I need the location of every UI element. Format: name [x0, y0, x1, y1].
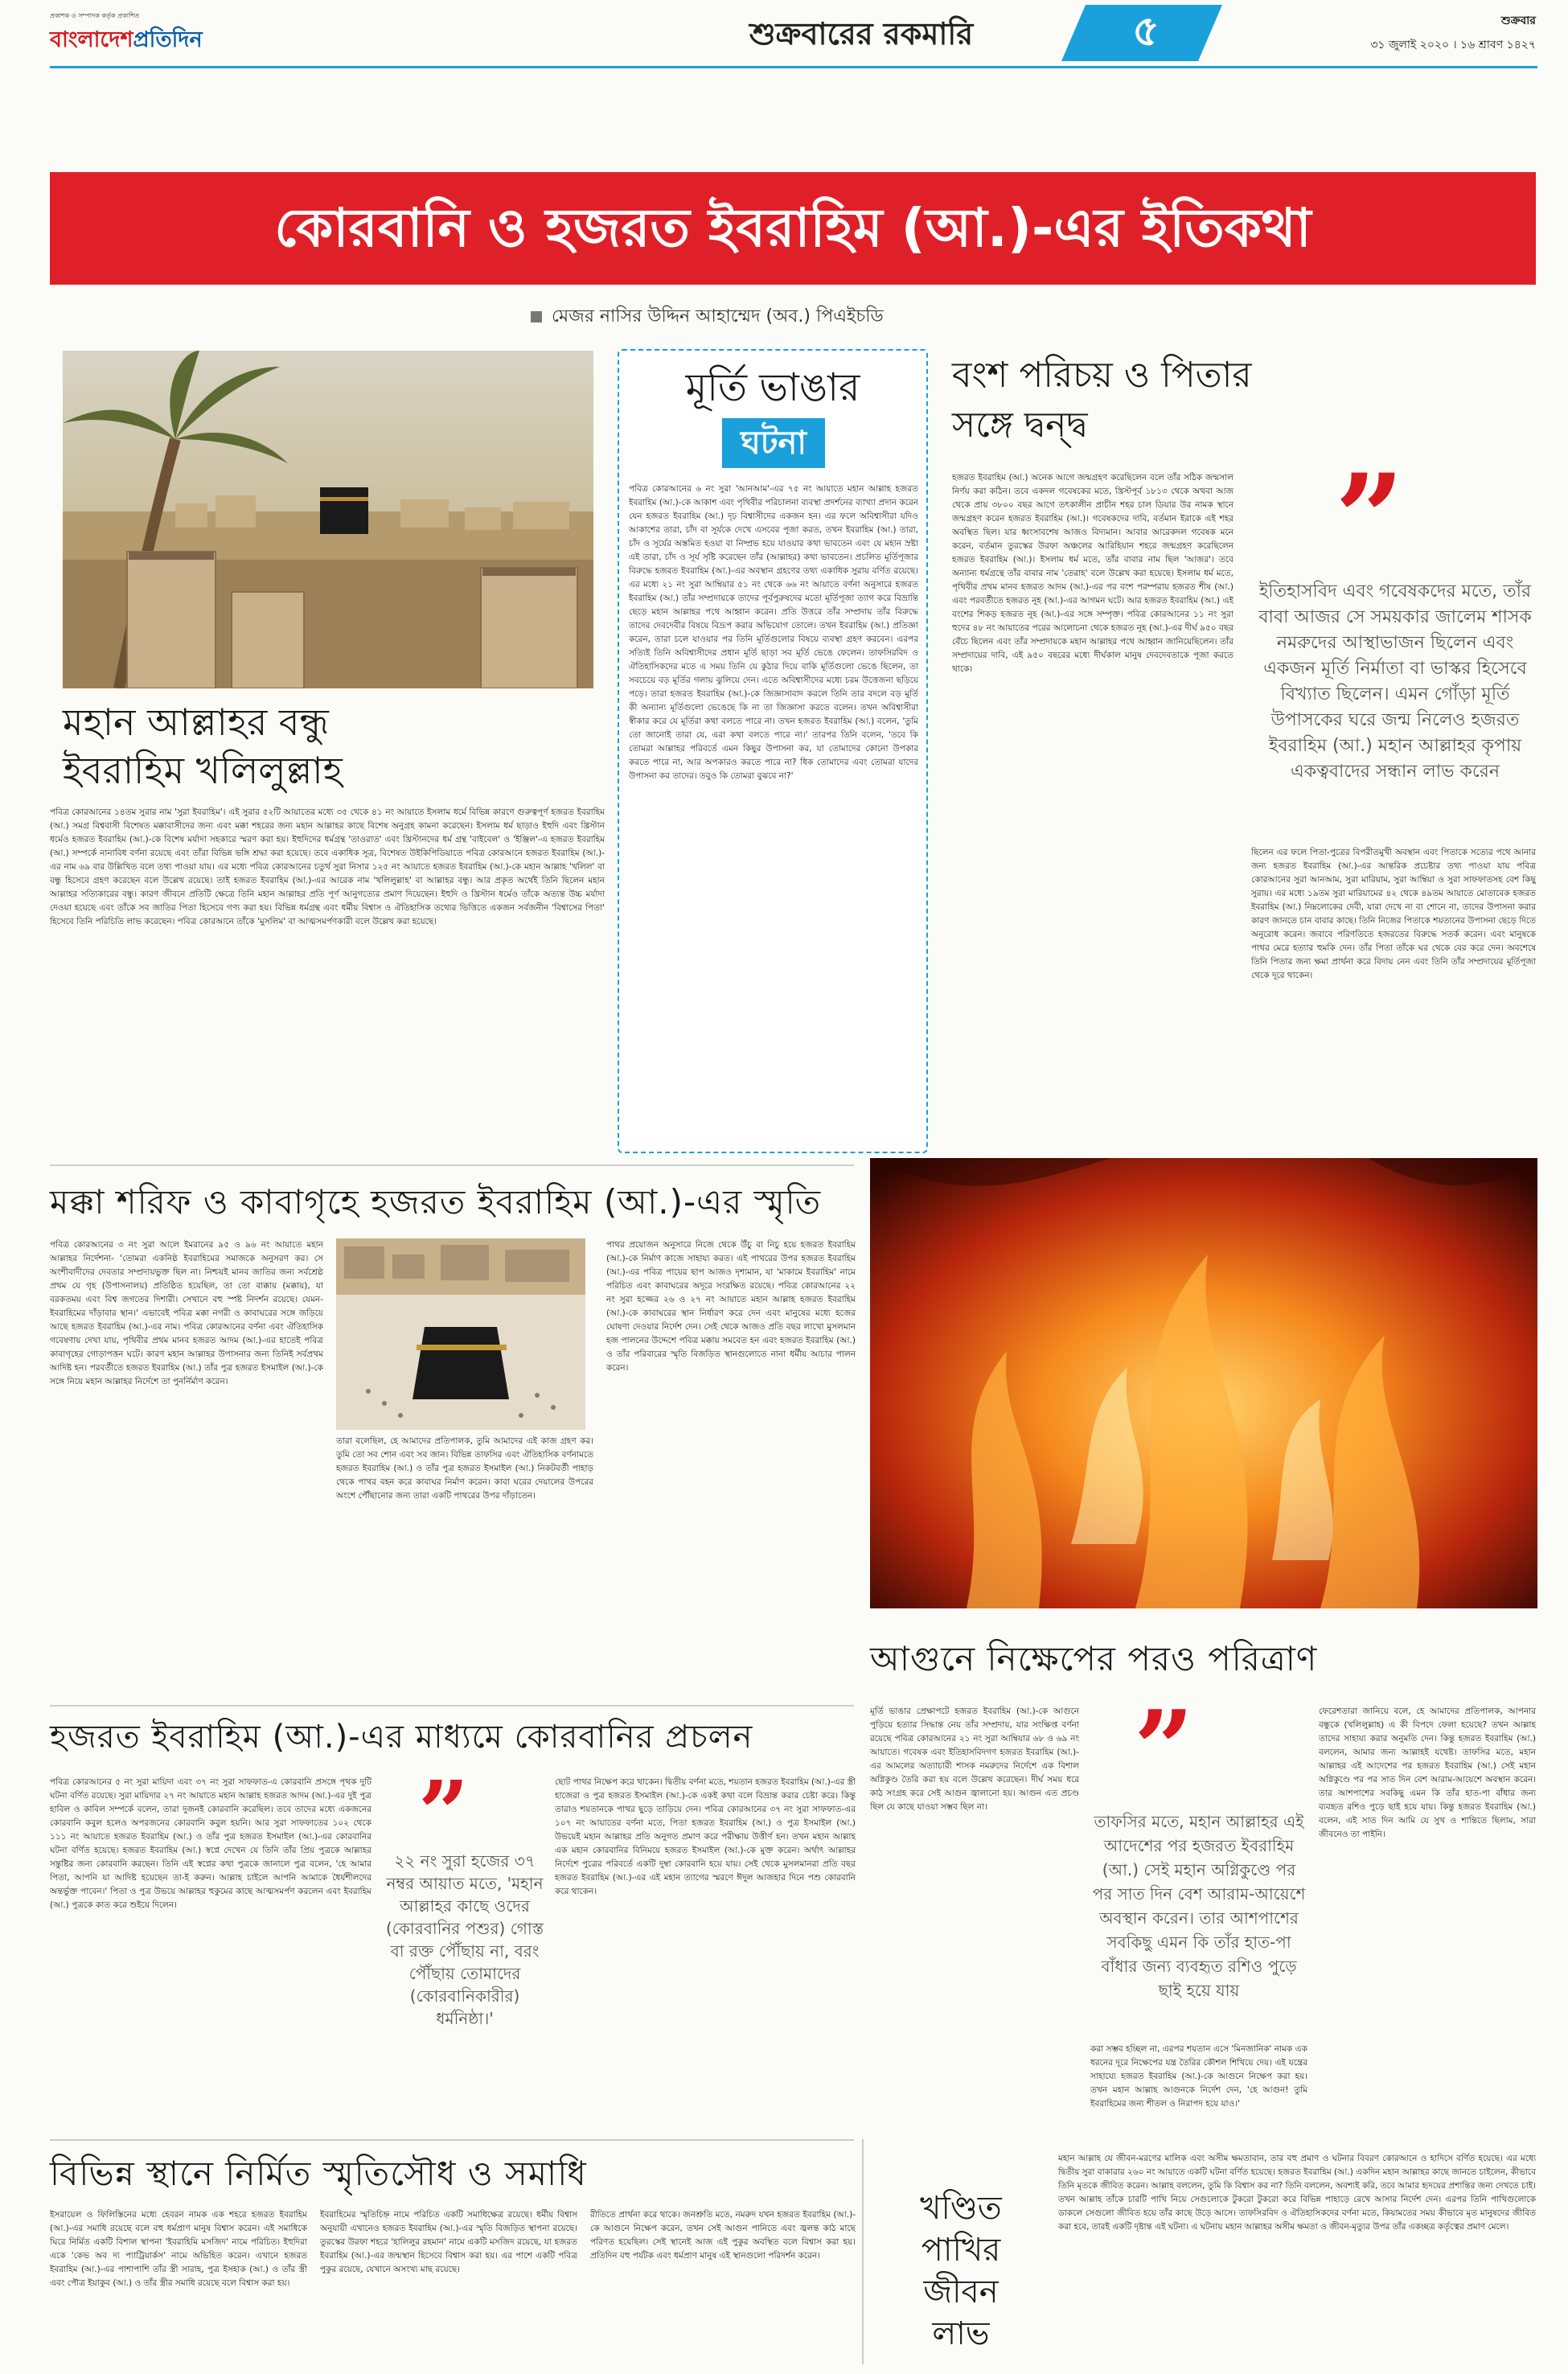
masthead [0, 0, 1568, 88]
section6-top-rule [50, 2139, 854, 2141]
logo[interactable] [50, 11, 219, 60]
section-title: শুক্রবারের রকমারি [749, 16, 974, 51]
byline-text: মেজর নাসির উদ্দিন আহাম্মেদ (অব.) পিএইচডি [552, 306, 884, 327]
section7-heading-line3: জীবন [923, 2273, 999, 2310]
main-title: কোরবানি ও হজরত ইবরাহিম (আ.)-এর ইতিকথা [274, 197, 1311, 259]
section4-body-a: পবিত্র কোরআনের ৫ নং সুরা মায়িদা এবং ৩৭ নং সুরা সাফফাত-এ কোরবানি প্রসঙ্গে পৃথক দুটি ঘটনা বর্ণিত রয়েছে। সুরা মায়িদার ২৭ নং আয়াতে মহান আল্লাহ হজরত আদম (আ.)-এর দুই পুত্র হাবিল ও কাবিল সম্পর্কে বলেন, তারা দুজনই কোরবানি করেছিল। তবে তাদের মধ্যে একজনের কোরবানি কবুল হলেও অপরজনের কোরবানি কবুল হয়নি। আর সুরা সাফফাতের ১০২ থেকে ১১১ নং আয়াতে হজরত ইবরাহিম (আ.) ও তাঁর পুত্র হজরত ইসমাইল (আ.)-এর কোরবানির ঘটনা বর্ণিত হয়েছে। হজরত ইবরাহিম (আ.) স্বপ্নে দেখেন যে তিনি তাঁর প্রিয় পুত্রকে আল্লাহর সন্তুষ্টির জন্য কোরবানি করছেন। তিনি এই স্বপ্নের কথা পুত্রকে জানালে পুত্র বলেন, 'হে আমার পিতা, আপনি যা আদিষ্ট হয়েছেন তা-ই করুন। আল্লাহ চাইলে আপনি আমাকে ধৈর্যশীলদের অন্তর্ভুক্ত পাবেন।' পিতা ও পুত্র উভয়ে আল্লাহর হুকুমের কাছে আত্মসমর্পণ করলেন এবং ইবরাহিম (আ.) পুত্রকে কাত করে শুইয়ে দিলেন। [50, 1777, 371, 1910]
section5-body-b: করা সম্ভব হচ্ছিল না, এরপর শয়তান এসে 'মিনজানিক' নামক এক ধরনের দূরে নিক্ষেপের যন্ত্র তৈরির কৌশল শিখিয়ে দেয়। এই যন্ত্রের সাহায্যে হজরত ইবরাহিম (আ.)-কে আগুনে নিক্ষেপ করা হয়। তখন মহান আল্লাহ আগুনকে নির্দেশ দেন, 'হে আগুন! তুমি ইবরাহিমের জন্য শীতল ও নিরাপদ হয়ে যাও।' [1090, 2044, 1307, 2109]
section4-top-rule [50, 1705, 854, 1707]
section3-body-c: পাথর প্রয়োজন অনুসারে নিজে থেকে উঁচু বা নিচু হয়ে হজরত ইবরাহিম (আ.)-কে নির্মাণ কাজে সাহায্য করত। এই পাথরের উপর হজরত ইবরাহিম (আ.)-এর পবিত্র পায়ের ছাপ আজও দৃশ্যমান, যা 'মাকামে ইবরাহিম' নামে পরিচিত এবং কাবাঘরের অদূরে সংরক্ষিত রয়েছে। পবিত্র কোরআনের ২২ নং সুরা হজ্জের ২৬ ও ২৭ নং আয়াতে মহান আল্লাহ হজরত ইবরাহিম (আ.)-কে কাবাঘরের স্থান নির্ধারণ করে দেন এবং মানুষের মধ্যে হজের ঘোষণা দেওয়ার নির্দেশ দেন। সেই থেকে আজও প্রতি বছর লাখো মুসলমান হজ পালনের উদ্দেশে পবিত্র মক্কায় সমবেত হন এবং হজরত ইবরাহিম (আ.) ও তাঁর পরিবারের স্মৃতি বিজড়িত স্থানগুলোতে নানা ধর্মীয় আচার পালন করেন। [606, 1240, 856, 1373]
issue-date: ৩১ জুলাই ২০২০ । ১৬ শ্রাবণ ১৪২৭ [1370, 39, 1536, 51]
section7-divider [862, 2139, 864, 2364]
kaaba-desert-illustration [63, 351, 593, 688]
masthead-rule [50, 66, 1537, 68]
section1-heading-line1: মহান আল্লাহর বন্ধু [63, 700, 329, 744]
section7-heading-line2: পাখির [921, 2232, 1001, 2269]
section2-heading [952, 351, 1531, 450]
section3-body-a: পবিত্র কোরআনের ৩ নং সুরা আলে ইমরানের ৯৫ ও ৯৬ নং আয়াতে মহান আল্লাহর নির্দেশনা- 'তোমরা একনিষ্ঠ ইবরাহিমের সমাজকে অনুসরণ কর। সে অংশীবাদীদের দেবতার সম্প্রদায়ভুক্ত ছিল না। নিশ্চয়ই মানব জাতির জন্য সর্বশ্রেষ্ঠ প্রথম যে গৃহ (উপাসনালয়) প্রতিষ্ঠিত হয়েছিল, তা তো বাক্কায় (মক্কায়), যা বরকতময় এবং বিশ্ব জগতের দিশারী। সেখানে বহু স্পষ্ট নিদর্শন রয়েছে। যেমন- ইবরাহিমের দাঁড়াবার স্থান।' এভাবেই পবিত্র মক্কা নগরী ও কাবাঘরের সঙ্গে জড়িয়ে আছে হজরত ইবরাহিম (আ.)-এর নাম। পবিত্র কোরআনের বর্ণনা এবং ঐতিহাসিক গবেষণায় দেখা যায়, পৃথিবীর প্রথম মানব হজরত আদম (আ.)-এর হাতেই পবিত্র কাবাগৃহের গোড়াপত্তন ঘটে। কারণ মহান আল্লাহর উপাসনার জন্য তিনিই সর্বপ্রথম আদিষ্ট হন। পরবর্তীতে হজরত ইবরাহিম (আ.) তাঁর পুত্র হজরত ইসমাইল (আ.)-কে সঙ্গে নিয়ে মহান আল্লাহর নির্দেশে তা পুনর্নির্মাণ করেন। [50, 1240, 323, 1386]
section2-quote-icon: ” [1335, 448, 1405, 589]
boxed-story-subtitle: ঘটনা [741, 425, 807, 462]
section1-body: পবিত্র কোরআনের ১৪তম সুরার নাম 'সুরা ইবরাহিম'। এই সুরার ৫২টি আয়াতের মধ্যে ৩৫ থেকে ৪১ নং আয়াতে ইসলাম ধর্মে বিভিন্ন কারণে গুরুত্বপূর্ণ হজরত ইবরাহিম (আ.) সমগ্র বিশ্ববাসী বিশেষত মক্কাবাসীদের জন্য এবং মক্কা শহরের জন্য মহান আল্লাহর কাছে বিশেষ অনুগ্রহ কামনা করেছেন। ইসলাম ধর্ম ছাড়াও ইহুদি এবং খ্রিস্টান ধর্মেও হজরত ইবরাহিম (আ.)-কে বিশেষ মর্যাদা সহকারে স্মরণ করা হয়। ইহুদিদের ধর্মগ্রন্থ 'তাওরাত' এবং খ্রিস্টানদের ধর্ম গ্রন্থ 'বাইবেল' ও 'ইঞ্জিল'-এ হজরত ইবরাহিম (আ.) সম্পর্কে নানাবিধ বর্ণনা রয়েছে এবং তাঁরা বিভিন্ন ভঙ্গি শ্রদ্ধা করা হয়েছে। তবে একাধিক সূত্র, বিশেষত উইকিপিডিয়াতে পবিত্র কোরআনে হজরত ইবরাহিম (আ.)-এর নাম ৬৯ বার উল্লিখিত বলে তথ্য পাওয়া যায়। এর মধ্যে পবিত্র কোরআনের চতুর্থ সুরা নিসার ১২৫ নং আয়াতে হজরত ইবরাহিম (আ.)-কে মহান আল্লাহ 'খলিল' বা বন্ধু হিসেবে গ্রহণ করেছেন বলে উল্লেখ রয়েছে। তাই হজরত ইবরাহিম (আ.)-এর আরেক নাম 'খলিলুল্লাহ' বা আল্লাহর বন্ধু। আর প্রকৃত অর্থেই তিনি ছিলেন মহান আল্লাহর সত্যিকারের বন্ধু। কারণ জীবনে প্রতিটি ক্ষেত্রে তিনি মহান আল্লাহর প্রতি পূর্ণ আনুগত্যের প্রমাণ দিয়েছেন। ইহুদি ও খ্রিস্টান ধর্মেও তাঁকে অত্যন্ত উচ্চ মর্যাদা দেওয়া হয়েছে এবং তাঁকে সব জাতির পিতা হিসেবে গণ্য করা হয়। বিভিন্ন ধর্মগ্রন্থ এবং ধর্মীয় বিশ্বাস ও ঐতিহাসিক তথ্যের ভিত্তিতে একজন সর্বজনীন 'বিশ্বাসের পিতা' হিসেবে তিনি পরিচিতি লাভ করেছেন। পবিত্র কোরআনে তাঁকে 'মুসলিম' বা আত্মসমর্পণকারী বলে উল্লেখ করা হয়েছে। [50, 807, 605, 926]
boxed-story-title: মূর্তি ভাঙার [685, 365, 860, 410]
section3-body-b: তারা বলেছিল, হে আমাদের প্রতিপালক, তুমি আমাদের এই কাজ গ্রহণ কর। তুমি তো সব শোন এবং সব জান। বিভিন্ন তাফসির এবং ঐতিহাসিক বর্ণনামতে হজরত ইবরাহিম (আ.) ও তাঁর পুত্র হজরত ইসমাইল (আ.) নিকটবর্তী পাহাড় থেকে পাথর বহন করে কাবাঘর নির্মাণ করেন। কাবা ঘরের দেয়ালের উপরের অংশে পৌঁছানোর জন্য তারা একটি পাথরের উপর দাঁড়াতেন। [336, 1436, 593, 1501]
section6-body-a: ইসরায়েল ও ফিলিস্তিনের মধ্যে হেবরন নামক এক শহরে হজরত ইবরাহিম (আ.)-এর সমাধি রয়েছে বলে বহু ধর্মপ্রাণ মানুষ বিশ্বাস করেন। এই সমাধিকে ঘিরে নির্মিত একটি বিশাল স্থাপনা 'ইবরাহিমি মসজিদ' নামে পরিচিত। ইহুদিরা একে 'কেভ অব দ্য প্যাট্রিয়ার্কস' নামে অভিহিত করেন। এখানে হজরত ইবরাহিম (আ.)-এর পাশাপাশি তাঁর স্ত্রী সারাহ, পুত্র ইসহাক (আ.) ও তাঁর স্ত্রী এবং পৌত্র ইয়াকুব (আ.) ও তাঁর স্ত্রীর সমাধি রয়েছে বলে বিশ্বাস করা হয়। [50, 2210, 307, 2288]
issue-day: শুক্রবার [1500, 14, 1536, 27]
page-number: ৫ [1132, 7, 1160, 55]
section1-heading [63, 698, 593, 795]
section7-heading-line1: খণ্ডিত [920, 2190, 1002, 2227]
section5-body-a: মূর্তি ভাঙার প্রেক্ষাপটে হজরত ইবরাহিম (আ.)-কে আগুনে পুড়িয়ে হত্যার সিদ্ধান্ত নেয় তাঁর সম্প্রদায়, যার সংক্ষিপ্ত বর্ণনা রয়েছে পবিত্র কোরআনের ২১ নং সুরা আম্বিয়ার ৬৮ ও ৬৯ নং আয়াতে। গবেষক এবং ইতিহাসবিদগণ হজরত ইবরাহিম (আ.)-এর আমলের অত্যাচারী শাসক নমরুদের নির্দেশে এক বিশাল অগ্নিকুণ্ড তৈরি করা হয় বলে উল্লেখ করেছেন। দীর্ঘ সময় ধরে কাঠ সংগ্রহ করে সেই আগুন জ্বালানো হয়। আগুন এত প্রচণ্ড ছিল যে কাছে যাওয়া সম্ভব ছিল না। [870, 1707, 1079, 1812]
section2-body-c: ছিলেন এর ফলে পিতা-পুত্রের বিপরীতমুখী অবস্থান এবং পিতাকে সত্যের পথে আনার জন্য হজরত ইবরাহিম (আ.)-এর আন্তরিক প্রচেষ্টার তথ্য পাওয়া যায় পবিত্র কোরআনের সুরা আনআম, সুরা মারিয়াম, সুরা আম্বিয়া ও সুরা সাফফাতসহ বেশ কিছু সুরায়। এর মধ্যে ১৯তম সুরা মারিয়ামের ৪২ থেকে ৪৯তম আয়াতে মোতাবেক হজরত ইবরাহিম (আ.) নিম্নলোকের দেবী, যারা দেখে না বা শোনে না, তাদের উপাসনা করার কারণ জানতে চান বাবার কাছে। তিনি নিজের পিতাকে শয়তানের উপাসনা ছেড়ে দিতে অনুরোধ করেন। জবাবে পরিণতিতে হজরতের বিরুদ্ধে সতর্ক করেন। এবং মানুষকে পাথর মেরে হত্যার হুমকি দেন। তাঁর পিতা তাঁকে ঘর থেকে বের করে দেন। অবশেষে তিনি পিতার জন্য ক্ষমা প্রার্থনা করে বিদায় নেন এবং তিনি তাঁর সম্প্রদায়ের মূর্তিপূজা থেকে দূরে থাকেন। [1251, 848, 1536, 980]
section2-body-a: হজরত ইবরাহিম (আ.) অনেক আগে জন্মগ্রহণ করেছিলেন বলে তাঁর সঠিক জন্মসাল নির্ণয় করা কঠিন। তবে একদল গবেষকের মতে, খ্রিস্টপূর্ব ১৮১৩ থেকে অথবা আজ থেকে প্রায় ৩৮০০ বছর আগে তৎকালীন প্রাচীন শহর চাল ডিয়ার উর নামক স্থানে জন্মগ্রহণ করেন হজরত ইবরাহিম (আ.)। গবেষকদের দাবি, বর্তমান ইরাকে এই শহর অবস্থিত ছিল। যার ধ্বংসাবশেষ আজও বিদ্যমান। আবার আরেকদল গবেষক মনে করেন, বর্তমান তুরস্কের উরফা অঞ্চলের আরিহিয়ান শহরে জন্মগ্রহণ করেছিলেন হজরত ইবরাহিম (আ.)। ইসলাম ধর্ম মতে, তাঁর বাবার নাম ছিল 'আজর'। তবে অন্যান্য ধর্মগ্রন্থে তাঁর বাবার নাম 'তেরাহ' বলে উল্লেখ করা হয়েছে। ইসলাম ধর্ম মতে, পৃথিবীর প্রথম মানব হজরত আদম (আ.)-এর পর বংশ পরম্পরায় হজরত শীষ (আ.) এবং পরবর্তীতে হজরত নূহ (আ.)-এর আগমন ঘটে। আর হজরত ইবরাহিম (আ.) এই বংশের শিকড় হজরত নূহ (আ.)-এর সঙ্গে সম্পৃক্ত। পবিত্র কোরআনের ১১ নং সুরা হুদের ৪৮ নং আয়াতের পরের আলোচনা থেকে হজরত নূহ (আ.)-এর দীর্ঘ ৯৫০ বছর বেঁচে ছিলেন এবং তাঁর সম্প্রদায়কে মহান আল্লাহর পথে আহ্বান জানিয়েছিলেন। তাঁর সম্প্রদায়ের দাবি, এই ৯৫০ বছরের মধ্যে দীর্ঘকাল মানুষ দেবদেবতাকে পূজা করতে থাকে। [952, 473, 1233, 674]
fire-photo [870, 1158, 1537, 1608]
kaaba-mecca-photo [336, 1238, 585, 1430]
section4-body-b: ছোট পাথর নিক্ষেপ করে থাকেন। দ্বিতীয় বর্ণনা মতে, শয়তান হজরত ইবরাহিম (আ.)-এর স্ত্রী হাজেরা ও পুত্র হজরত ইসমাইল (আ.)-কে একই কথা বলে বিভ্রান্ত করার চেষ্টা করে। কিন্তু তারাও শয়তানকে পাথর ছুড়ে তাড়িয়ে দেন। পবিত্র কোরআনের ৩৭ নং সুরা সাফফাত-এর ১০৭ নং আয়াতের বর্ণনা মতে, পিতা হজরত ইবরাহিম (আ.) ও পুত্র ইসমাইল (আ.) উভয়েই মহান আল্লাহর প্রতি অনুগত প্রমাণ করে পরীক্ষায় উত্তীর্ণ হন। তখন মহান আল্লাহ এক মহান কোরবানির বিনিময়ে হজরত ইসমাইল (আ.)-কে মুক্ত করেন। অর্থাৎ আল্লাহর নির্দেশে পুত্রের পরিবর্তে একটি দুম্বা কোরবানি হয়ে যায়। সেই থেকে মুসলমানরা প্রতি বছর হজরত ইবরাহিম (আ.)-এর এই মহান ত্যাগের স্মরণে ঈদুল আজহার দিনে পশু কোরবানি করে থাকেন। [555, 1777, 856, 1896]
section5-pullquote: তাফসির মতে, মহান আল্লাহর এই আদেশের পর হজরত ইবরাহিম (আ.) সেই মহান অগ্নিকুণ্ডে পর পর সাত দিন বেশ আরাম-আয়েশে অবস্থান করেন। তার আশপাশের সবকিছু এমন কি তাঁর হাত-পা বাঁধার জন্য ব্যবহৃত রশিও পুড়ে ছাই হয়ে যায় [1092, 1812, 1306, 2000]
section7-body: মহান আল্লাহ যে জীবন-মরণের মালিক এবং অসীম ক্ষমতাবান, তার বহু প্রমাণ ও ঘটনার বিবরণ কোরআনে ও হাদিসে বর্ণিত হয়েছে। এর মধ্যে দ্বিতীয় সুরা বাকারার ২৬০ নং আয়াতে একটি ঘটনা বর্ণিত হয়েছে। হজরত ইবরাহিম (আ.) একদিন মহান আল্লাহর কাছে জানতে চাইলেন, কীভাবে তিনি মৃতকে জীবিত করেন। আল্লাহ বললেন, তুমি কি বিশ্বাস কর না? তিনি বললেন, অবশ্যই করি, তবে আমার হৃদয়ের প্রশান্তির জন্য দেখতে চাই। তখন আল্লাহ তাঁকে চারটি পাখি নিয়ে সেগুলোকে টুকরো টুকরো করে বিভিন্ন পাহাড়ে রেখে আসার নির্দেশ দেন। এরপর তিনি পাখিগুলোকে ডাকলে সেগুলো জীবিত হয়ে তাঁর কাছে উড়ে আসে। তাফসিরবিদ ও ঐতিহাসিকদের বর্ণনা মতে, কিয়ামতের সময় কীভাবে মৃত মানুষদের জীবিত করা হবে, তারই একটি দৃষ্টান্ত এই ঘটনা। এ ঘটনায় মহান আল্লাহর অসীম ক্ষমতা ও জীবন-মৃত্যুর উপর তাঁর একচ্ছত্র কর্তৃত্বের প্রমাণ মেলে। [1058, 2154, 1536, 2232]
section6-body-b: ইবরাহিমের স্মৃতিচিহ্ন নামে পরিচিত একটি সমাধিক্ষেত্র রয়েছে। ধর্মীয় বিশ্বাস অনুযায়ী এখানেও হজরত ইবরাহিম (আ.)-এর স্মৃতি বিজড়িত স্থাপনা রয়েছে। তুরস্কের উরফা শহরে 'হালিলুর রহমান' নামে একটি মসজিদ রয়েছে, যা হজরত ইবরাহিম (আ.)-এর জন্মস্থান হিসেবে বিশ্বাস করা হয়। এর পাশে একটি পবিত্র পুকুর রয়েছে, যেখানে অসংখ্য মাছ রয়েছে। [320, 2210, 577, 2274]
boxed-story-body: পবিত্র কোরআনের ৬ নং সুরা 'আনআম'-এর ৭৫ নং আয়াতে মহান আল্লাহ হজরত ইবরাহিম (আ.)-কে আকাশ এবং পৃথিবীর পরিচালনা ব্যবস্থা প্রদর্শনের ব্যাখ্যা প্রদান করেন যেন হজরত ইবরাহিম (আ.) দৃঢ় বিশ্বাসীদের একজন হন। এর ফলে অবিশ্বাসীরা যদিও আকাশের তারা, চাঁদ বা সূর্যকে দেখে এসবের পূজা করত, তখন ইবরাহিম (আ.) তারা, চাঁদ ও সূর্যের অস্তমিত হওয়া বা নিষ্প্রভ হয়ে যাওয়ার কথা ভাবতেন এবং যে মহান স্রষ্টা এই তারা, চাঁদ ও সূর্য সৃষ্টি করেছেন তাঁর (আল্লাহর) কথা ভাবতেন। প্রচলিত মূর্তিপূজার বিরুদ্ধে হজরত ইবরাহিম (আ.)-এর অবস্থান গ্রহণের তথ্য একাধিক সুরায় বর্ণিত রয়েছে। এর মধ্যে ২১ নং সুরা আম্বিয়ার ৫১ নং থেকে ৬৬ নং আয়াতে বর্ণনা অনুসারে হজরত ইবরাহিম (আ.) তাঁর সম্প্রদায়কে তাদের পূর্বপুরুষদের মতো মূর্তিপূজা ত্যাগ করে বিভ্রান্তি ছেড়ে মহান আল্লাহর পথে আহ্বান করেন। প্রতি উত্তরে তাঁর সম্প্রদায় তাঁর বিরুদ্ধে তাদের দেবদেবীর বিষয়ে বিদ্রূপ করার অভিযোগ তোলে। তখন ইবরাহিম (আ.) প্রতিজ্ঞা করেন, তারা চলে যাওয়ার পর তিনি মূর্তিগুলোর বিষয়ে ব্যবস্থা গ্রহণ করবেন। এরপর সত্যিই তিনি অবিশ্বাসীদের প্রধান মূর্তি ছাড়া সব মূর্তি ভেঙে ফেলেন। তাফসিরবিদ ও ঐতিহাসিকদের মতে এ সময় তিনি যে কুঠার দিয়ে বাকি মূর্তিগুলো ভেঙে ছিলেন, তা সবচেয়ে বড় মূর্তির গলায় ঝুলিয়ে দেন। এতে অবিশ্বাসীদের মধ্যে চরম উত্তেজনা ছড়িয়ে পড়ে। তারা হজরত ইবরাহিম (আ.)-কে জিজ্ঞাসাবাদ করলে তিনি তার বদলে বড় মূর্তি কী অন্যান্য মূর্তিগুলো ভেঙেছে কি না তা জিজ্ঞাসা করতে বলেন। তখন অবিশ্বাসীরা স্বীকার করে যে মূর্তিরা কথা বলতে পারে না। তখন হজরত ইবরাহিম (আ.) বলেন, 'তুমি তো জানোই তারা যে, এরা কথা বলতে পারে না।' তারপর তিনি বলেন, 'তবে কি তোমরা আল্লাহর পরিবর্তে এমন কিছুর উপাসনা কর, যা তোমাদের কোনো উপকার করতে পারে না, আর অপকারও করতে পারে না? ধিক তোমাদের এবং তোমরা যাদের উপাসনা কর তাদের। তবুও কি তোমরা বুঝবে না?' [629, 484, 918, 781]
boxed-story-subtitle-box [722, 418, 825, 468]
byline-square-icon [531, 311, 542, 322]
section6-body-c: রীতিতে প্রার্থনা করে থাকে। জনশ্রুতি মতে, নমরুদ যখন হজরত ইবরাহিম (আ.)-কে আগুনে নিক্ষেপ করেন, তখন সেই আগুন পানিতে এবং জ্বলন্ত কাঠ মাছে পরিণত হয়েছিল। সেই স্থানেই আজ এই পুকুর অবস্থিত বলে বিশ্বাস করা হয়। প্রতিদিন বহু পর্যটক এবং ধর্মপ্রাণ মানুষ এই স্থানগুলো পরিদর্শন করেন। [590, 2210, 856, 2261]
section2-pullquote: ইতিহাসবিদ এবং গবেষকদের মতে, তাঁর বাবা আজর সে সময়কার জালেম শাসক নমরুদের আস্থাভাজন ছিলেন এবং একজন মূর্তি নির্মাতা বা ভাস্কর হিসেবে বিখ্যাত ছিলেন। এমন গোঁড়া মূর্তি উপাসকের ঘরে জন্ম নিলেও হজরত ইবরাহিম (আ.) মহান আল্লাহর কৃপায় একত্ববাদের সন্ধান লাভ করেন [1258, 581, 1532, 782]
section2-heading-line1: বংশ পরিচয় ও পিতার [952, 355, 1252, 396]
section3-heading: মক্কা শরিফ ও কাবাগৃহে হজরত ইবরাহিম (আ.)-এর স্মৃতি [50, 1182, 822, 1222]
logo-part1: বাংলাদেশ [50, 27, 133, 52]
section7-heading [876, 2187, 1045, 2355]
main-title-banner [50, 172, 1536, 285]
section3-top-rule [50, 1164, 854, 1166]
section5-quote-icon: ” [1134, 1687, 1194, 1810]
section4-quote-icon: ” [418, 1761, 470, 1865]
logo-tagline: প্রকাশক ও সম্পাদক কর্তৃক প্রকাশিত [50, 12, 140, 19]
section5-body-c: ফেরেশতারা জানিয়ে বলে, হে আমাদের প্রতিপালক, আপনার বন্ধুকে (খলিলুল্লাহ) এ কী বিপদে ফেলা হয়েছে? তখন আল্লাহ তাদের সাহায্য করার অনুমতি দেন। কিন্তু হজরত ইবরাহিম (আ.) বললেন, আমার জন্য আল্লাহই যথেষ্ট। তাফসির মতে, মহান আল্লাহর এই আদেশের পর হজরত ইবরাহিম (আ.) সেই মহান অগ্নিকুণ্ডে পর পর সাত দিন বেশ আরাম-আয়েশে অবস্থান করেন। তার আশপাশের সবকিছু এমন কি তাঁর হাত-পা বাঁধার জন্য ব্যবহৃত রশিও পুড়ে ছাই হয়ে যায়। কিন্তু হজরত ইবরাহিম (আ.) বলেন, এই সাত দিন আমি যে সুখ ও শান্তিতে ছিলাম, সারা জীবনেও তা পাইনি। [1319, 1707, 1536, 1839]
section5-heading: আগুনে নিক্ষেপের পরও পরিত্রাণ [870, 1639, 1318, 1678]
byline [531, 302, 1254, 332]
section4-heading: হজরত ইবরাহিম (আ.)-এর মাধ্যমে কোরবানির প্রচলন [50, 1719, 753, 1756]
section6-heading: বিভিন্ন স্থানে নির্মিত স্মৃতিসৌধ ও সমাধি [50, 2154, 587, 2193]
logo-part2: প্রতিদিন [133, 27, 203, 52]
section4-pullquote: ২২ নং সুরা হজের ৩৭ নম্বর আয়াত মতে, 'মহান আল্লাহর কাছে ওদের (কোরবানির পশুর) গোস্ত বা রক্ত পৌঁছায় না, বরং পৌঁছায় তোমাদের (কোরবানিকারীর) ধর্মনিষ্ঠা।' [385, 1851, 544, 2028]
section1-heading-line2: ইবরাহিম খলিলুল্লাহ [63, 749, 343, 792]
section2-heading-line2: সঙ্গে দ্বন্দ্ব [952, 405, 1088, 446]
section7-heading-line4: লাভ [932, 2315, 990, 2352]
